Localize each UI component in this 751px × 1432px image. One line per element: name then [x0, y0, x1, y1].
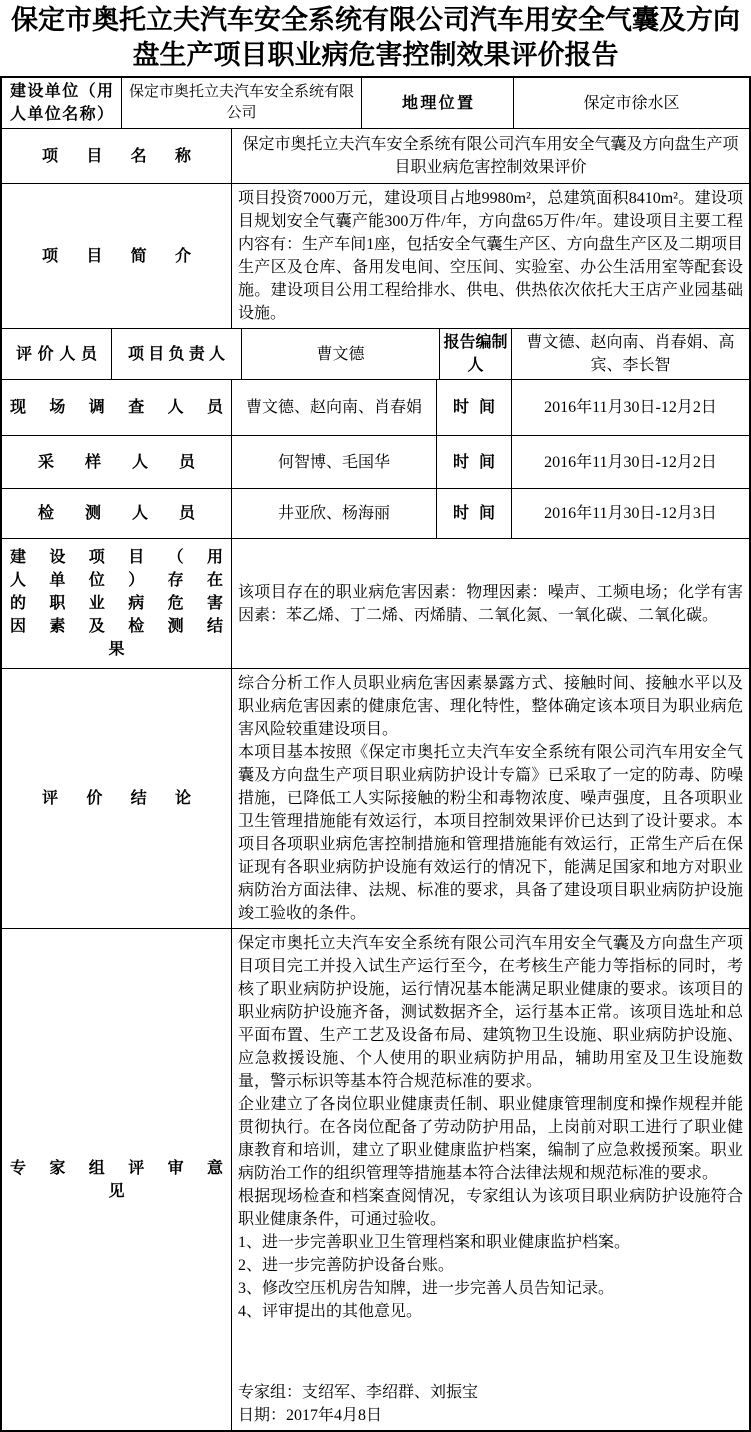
project-name-value: 保定市奥托立夫汽车安全系统有限公司汽车用安全气囊及方向盘生产项目职业病危害控制效果评价 — [242, 136, 739, 176]
testing-label: 检测人员 — [2, 489, 232, 538]
project-brief-label: 项目简介 — [2, 184, 232, 328]
project-name-label: 项目名称 — [2, 129, 232, 183]
testing-names: 井亚欣、杨海丽 — [232, 489, 437, 538]
expert-date: 日期：2017年4月8日 — [238, 1407, 383, 1424]
unit-label-line2: 人单位名称） — [10, 106, 113, 123]
row-sampling — [2, 436, 749, 489]
location-label: 地理位置 — [362, 78, 514, 128]
project-brief-value: 项目投资7000万元，建设项目占地9980m²，总建筑面积8410m²。建设项目规划安全气囊产能300万件/年，方向盘65万件/年。建设项目主要工程内容有：生产车间1座，包括安全气囊生产区、方向盘生产区及二期项目生产区及仓库、备用发电间、空压间、实验室、办公生活用室等配套设施。建设项目公用工程给排水、供电、供热依次依托大王店产业园基础设施。 — [238, 190, 743, 322]
project-leader-value: 曹文德 — [242, 329, 440, 379]
signature-gap — [238, 1323, 743, 1381]
sampling-label: 采样人员 — [2, 436, 232, 488]
expert-opinion-value: 保定市奥托立夫汽车安全系统有限公司汽车用安全气囊及方向盘生产项目项目完工并投入试生产运行至今，在考核生产能力等指标的同时，考核了职业病防护设施，运行情况基本能满足职业健康的要求。该项目的职业病防护设施齐备，测试数据齐全，运行基本正常。该项目选址和总平面布置、生产工艺及设备布局、建筑物卫生设施、职业病防护设施、应急救援设施、个人使用的职业病防护用品，辅助用室及卫生设施数量，警示标识等基本符合规范标准的要求。 企业建立了各岗位职业健康责任制、职业健康管理制度和操作规程并能贯彻执行。在各岗位配备了劳动防护用品，上岗前对职工进行了职业健康教育和培训，建立了职业健康监护档案，编制了应急救援预案。职业病防治工作的组织管理等措施基本符合法律法规和规范标准的要求。 根据现场检查和档案查阅情况，专家组认为该项目职业病防护设施符合职业健康条件，可通过验收。 1、进一步完善职业卫生管理档案和职业健康监护档案。 2、进一步完善防护设备台账。 3、修改空压机房告知牌，进一步完善人员告知记录。 4、评审提出的其他意见。 专家组：支绍军、李绍群、刘振宝 日期：2017年4月8日 — [232, 929, 749, 1430]
row-evaluators — [2, 329, 749, 380]
project-leader-label: 项目负责人 — [112, 329, 242, 379]
location-value: 保定市徐水区 — [583, 94, 680, 112]
report-compilers-value: 曹文德、赵向南、肖春娟、高宾、李长智 — [526, 334, 735, 374]
row-project-name — [2, 129, 749, 184]
site-survey-time-value: 2016年11月30日-12月2日 — [544, 399, 717, 416]
row-hazards — [2, 539, 749, 669]
report-title: 保定市奥托立夫汽车安全系统有限公司汽车用安全气囊及方向盘生产项目职业病危害控制效果评价报告 — [11, 5, 740, 70]
expert-opinion-label: 专家组评审意 见 — [2, 929, 232, 1430]
conclusion-label: 评价结论 — [2, 669, 232, 928]
hazards-value: 该项目存在的职业病危害因素：物理因素：噪声、工频电场；化学有害因素：苯乙烯、丁二烯、丙烯腈、二氧化氮、一氧化碳、二氧化碳。 — [238, 583, 743, 624]
testing-time-value: 2016年11月30日-12月3日 — [544, 505, 717, 522]
report-compilers-label: 报告编制人 — [440, 329, 512, 379]
sampling-time-label: 时间 — [437, 436, 512, 488]
row-testing — [2, 489, 749, 539]
unit-value: 保定市奥托立夫汽车安全系统有限公司 — [122, 78, 362, 128]
report-table — [0, 76, 751, 1432]
row-project-brief — [2, 184, 749, 329]
hazards-label: 建设项目（用 人单位）存在 的职业病危害 因素及检测结 果 — [2, 539, 232, 668]
unit-label-line1: 建设单位（用 — [10, 83, 113, 100]
row-unit — [2, 78, 749, 129]
site-survey-label: 现场调查人员 — [2, 380, 232, 435]
row-conclusion — [2, 669, 749, 929]
row-site-survey — [2, 380, 749, 436]
expert-signature: 专家组：支绍军、李绍群、刘振宝 — [238, 1384, 479, 1401]
site-survey-time-label: 时间 — [437, 380, 512, 435]
conclusion-value: 综合分析工作人员职业病危害因素暴露方式、接触时间、接触水平以及职业病危害因素的健康危害、理化特性，整体确定该本项目为职业病危害风险较重建设项目。 本项目基本按照《保定市奥托立夫汽车安全系统有限公司汽车用安全气囊及方向盘生产项目职业病防护设计专篇》已采取了一定的防毒、防噪措施，已降低工人实际接触的粉尘和毒物浓度、噪声强度，且各项职业卫生管理措施能有效运行，本项目控制效果评价已达到了设计要求。本项目各项职业病危害控制措施和管理措施能有效运行，正常生产后在保证现有各职业病防护设施有效运行的情况下，能满足国家和地方对职业病防治方面法律、法规、标准的要求，具备了建设项目职业病防护设施竣工验收的条件。 — [238, 675, 743, 922]
row-expert-opinion — [2, 929, 749, 1430]
sampling-time-value: 2016年11月30日-12月2日 — [544, 453, 717, 471]
site-survey-names: 曹文德、赵向南、肖春娟 — [232, 380, 437, 435]
testing-time-label: 时间 — [437, 489, 512, 538]
evaluators-label: 评价人员 — [2, 329, 112, 379]
unit-label — [2, 78, 122, 128]
sampling-names: 何智博、毛国华 — [232, 436, 437, 488]
